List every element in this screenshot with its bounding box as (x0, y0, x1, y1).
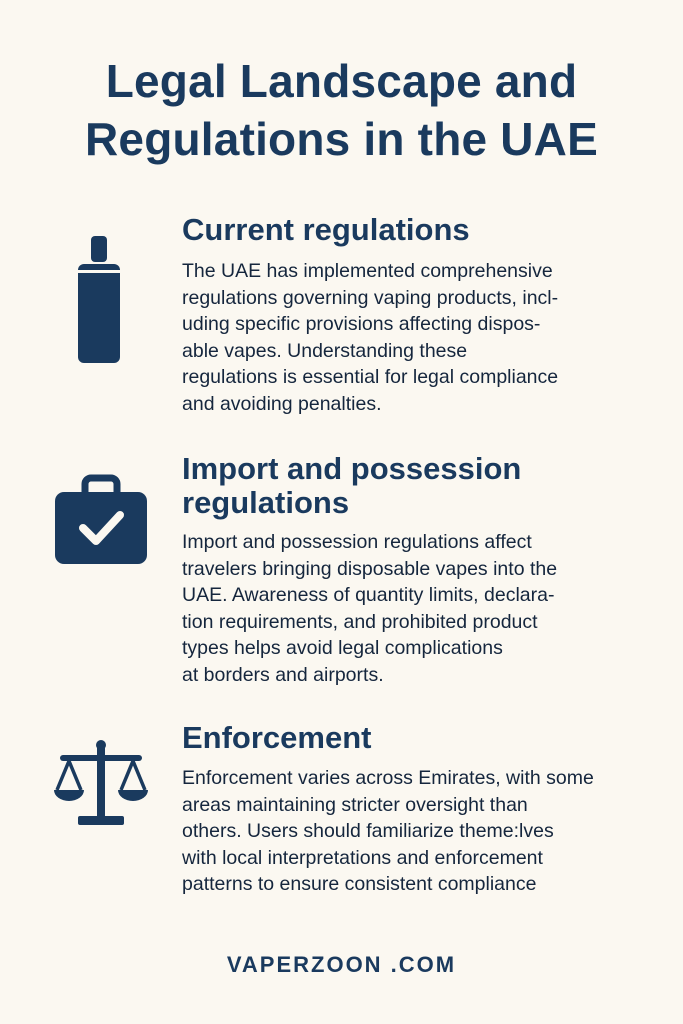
vape-pen-icon (76, 236, 122, 364)
section-heading-line: Current regulations (182, 212, 470, 247)
scales-of-justice-icon (52, 740, 150, 828)
body-line: at borders and airports. (182, 663, 384, 686)
section-heading-line: Enforcement (182, 720, 372, 755)
section-heading-line: Import and possession (182, 451, 522, 486)
section-heading (182, 721, 371, 755)
section-body (182, 258, 642, 417)
body-line: Enforcement varies across Emirates, with some (182, 767, 594, 789)
page-title (0, 52, 683, 168)
body-line: areas maintaining stricter oversight than (182, 793, 528, 816)
body-line: patterns to ensure consistent compliance (182, 873, 537, 895)
body-line: regulations is essential for legal compliance (182, 366, 559, 388)
body-line: travelers bringing disposable vapes into the (182, 557, 558, 580)
briefcase-check-icon (53, 474, 149, 566)
body-line: and avoiding penalties. (182, 392, 382, 415)
section-heading (182, 452, 521, 520)
section-heading (182, 213, 470, 247)
section-heading-line: regulations (182, 485, 350, 520)
footer-site-name: VAPERZOON .COM (226, 952, 457, 977)
body-line: UAE. Awareness of quantity limits, declara- (182, 584, 555, 606)
body-line: Import and possession regulations affect (182, 531, 532, 553)
page-title-line-2: Regulations in the UAE (85, 113, 598, 165)
body-line: regulations governing vaping products, incl- (182, 286, 559, 309)
section-body (182, 529, 642, 688)
body-line: tion requirements, and prohibited product (182, 610, 538, 633)
section-body (182, 765, 642, 898)
body-line: uding specific provisions affecting dispos- (182, 313, 541, 335)
page-title-line-1: Legal Landscape and (105, 55, 578, 107)
body-line: able vapes. Understanding these (182, 339, 468, 362)
body-line: types helps avoid legal complications (182, 637, 503, 659)
body-line: others. Users should familiarize theme:lves (182, 820, 554, 842)
body-line: with local interpretations and enforcement (182, 846, 543, 869)
body-line: The UAE has implemented comprehensive (182, 260, 553, 282)
